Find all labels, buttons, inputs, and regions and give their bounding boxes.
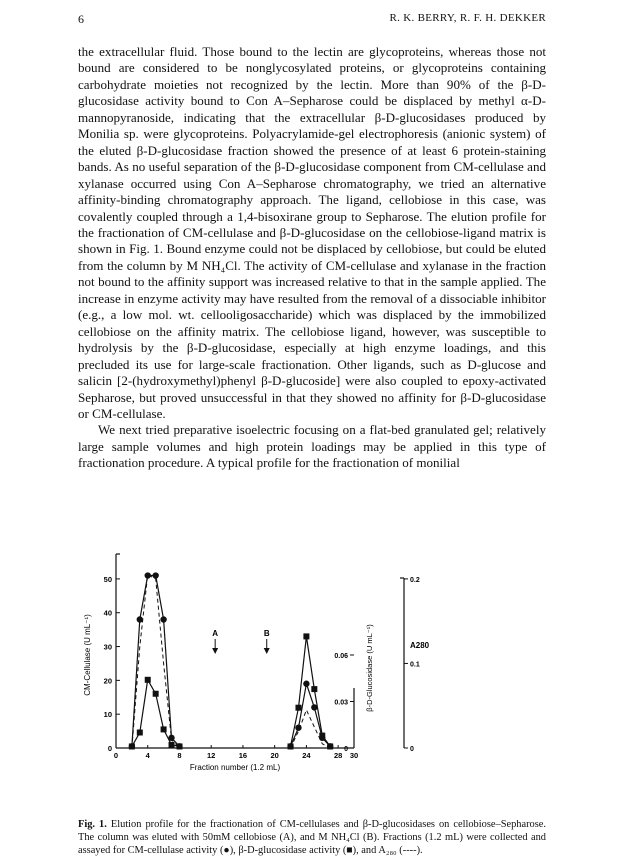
running-head: R. K. BERRY, R. F. H. DEKKER: [389, 12, 546, 24]
annotation-arrow-head: [212, 648, 218, 654]
beta-glucosidase-point: [295, 705, 301, 711]
annotation-label: B: [263, 629, 270, 638]
right-tick-label: 0: [410, 746, 414, 753]
left-tick-label: 50: [103, 574, 112, 584]
beta-glucosidase-point: [161, 726, 167, 732]
body-text: [78, 44, 546, 472]
x-tick-label: 12: [207, 751, 216, 760]
beta-glucosidase-point: [153, 691, 159, 697]
x-tick-label: 8: [177, 751, 182, 760]
left-tick-label: 40: [103, 608, 112, 618]
beta-glucosidase-point: [311, 686, 317, 692]
left-tick-label: 10: [103, 710, 112, 720]
x-tick-label: 28: [333, 751, 343, 760]
x-tick-label: 30: [349, 751, 359, 760]
beta-glucosidase-point: [137, 730, 143, 736]
x-tick-label: 16: [238, 751, 248, 760]
beta-glucosidase-point: [145, 677, 151, 683]
caption-label: Fig. 1.: [78, 819, 107, 830]
caption-text: Elution profile for the fractionation of CM-cellulases and β-D-glucosidases on cellobiose–Sepharose. The column was eluted with 50mM cellobiose (A), and M NH₄Cl (B). Fractions (1.2 mL) were collected and assayed for CM-cellulase activity (●), β-D-glucosidase activity (■), and A₂₈₀ (----).: [78, 819, 546, 856]
x-axis-title: Fraction number (1.2 mL): [189, 763, 281, 772]
x-tick-label: 20: [270, 751, 279, 760]
paragraph: the extracellular fluid. Those bound to the lectin are glycoproteins, whereas those not bound are considered to be nonglycosylated proteins, or glycoproteins containing carbohydrate moieties not recognized by the lectin. More than 90% of the β-D-glucosidase activity bound to Con A–Sepharose could be displaced by methyl α-D-mannopyranoside, indicating that the extracellular β-D-glucosidases produced by Monilia sp. were glycoproteins. Polyacrylamide-gel electrophoresis (anionic system) of the eluted β-D-glucosidase fraction showed the presence of at least 6 protein-staining bands. As no useful separation of the β-D-glucosidase component from CM-cellulase and xylanase occurred using Con A–Sepharose chromatography, we tried an alternative affinity-binding chromatography approach. The ligand, cellobiose in this case, was covalently coupled through a 1,4-bisoxirane group to Sepharose. The elution profile for the fractionation of CM-cellulase and β-D-glucosidase on the cellobiose-ligand matrix is shown in Fig. 1. Bound enzyme could not be displaced by cellobiose, but could be eluted from the column by M NH₄Cl. The activity of CM-cellulase and xylanase in the fraction not bound to the affinity support was increased relative to that in the sample applied. The increase in enzyme activity may have resulted from the removal of a dissociable inhibitor (e.g., a low mol. wt. cellooligosaccharide) which was displaced by the immobilized cellobiose on the affinity matrix. The cellobiose ligand, however, was susceptible to hydrolysis by the β-D-glucosidase, especially at high enzyme loadings, and this precluded its use for large-scale fractionation. Other ligands, such as D-glucose and salicin [2-(hydroxymethyl)phenyl β-D-glucoside] were also coupled to epoxy-activated Sepharose, but proved unsuccessful in that they showed no affinity for β-D-glucosidase or CM-cellulase.: [78, 44, 546, 421]
mid-tick-label: 0.03: [334, 699, 348, 707]
beta-glucosidase-point: [288, 743, 294, 749]
mid-axis-title: β-D-Glucosidase (U mL⁻¹): [365, 624, 374, 712]
cm-cellulase-point: [152, 572, 158, 578]
x-tick-label: 4: [145, 751, 150, 760]
cm-cellulase-point: [303, 681, 309, 687]
beta-glucosidase-point: [303, 633, 309, 639]
a280-series-line: [132, 575, 180, 748]
cm-cellulase-point: [160, 616, 166, 622]
x-tick-label: 0: [113, 751, 119, 760]
figure: [78, 548, 546, 810]
paragraph: We next tried preparative isoelectric focusing on a flat-bed granulated gel; relatively large sample volumes and high protein loadings may be applied in this type of fractionation procedure. A typical profile for the fractionation of monilial: [78, 422, 546, 471]
annotation-label: A: [212, 629, 219, 638]
beta-glucosidase-point: [169, 742, 175, 748]
annotation-arrow-head: [264, 648, 270, 654]
mid-tick-label: 0: [344, 746, 348, 753]
figure-caption: [78, 818, 546, 857]
right-tick-label: 0.1: [410, 661, 420, 669]
right-tick-label: 0.2: [410, 576, 420, 584]
page-number: 6: [78, 12, 85, 26]
elution-profile-chart: [78, 548, 546, 810]
left-axis-title: CM-Cellulase (U mL⁻¹): [83, 614, 92, 696]
left-tick-label: 30: [103, 642, 112, 652]
page-header: [78, 12, 546, 30]
left-tick-label: 20: [103, 676, 112, 686]
mid-tick-label: 0.06: [334, 653, 348, 660]
beta-glucosidase-point: [319, 733, 325, 739]
left-tick-label: 0: [107, 744, 112, 753]
x-tick-label: 24: [302, 751, 311, 760]
right-axis-title: A280: [410, 641, 430, 650]
